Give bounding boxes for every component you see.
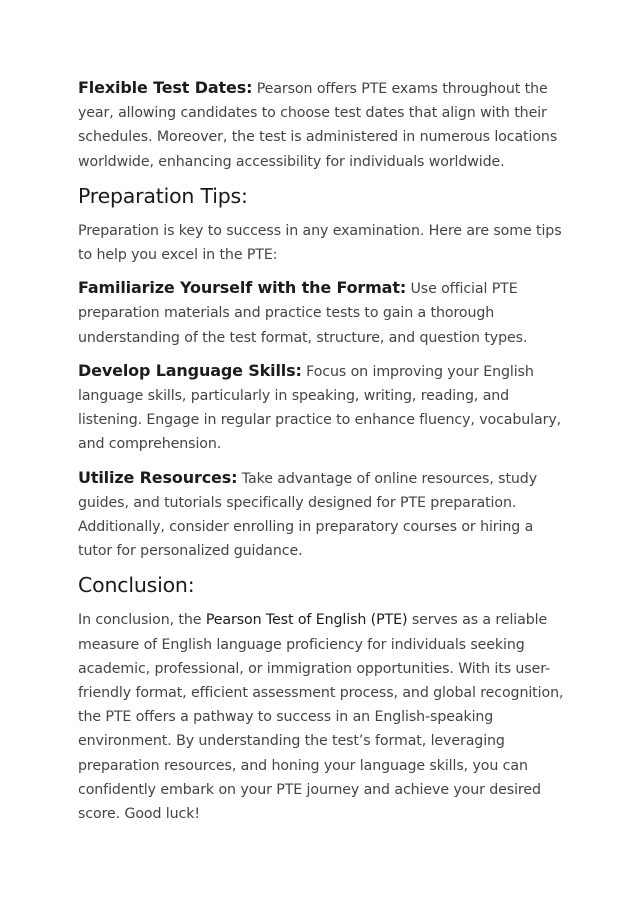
conclusion-text-end: serves as a reliable measure of English language proficiency for individuals seeking academic, professional, or immigration opportunities. With its user-friendly format, efficient assessment process, and global recognition, the PTE offers a pathway to success in an English-speaking environment. By understanding the test’s format, leveraging preparation resources, and honing your language skills, you can confidently embark on your PTE journey and achieve your desired score. Good luck! (78, 612, 564, 823)
flexible-test-dates-text: Pearson offers PTE exams throughout the year, allowing candidates to choose test dates that align with their schedules. Moreover, the test is administered in numerous locations worldwide, enhancing accessibility for individuals worldwide. (78, 81, 558, 170)
flexible-test-dates-lead: Flexible Test Dates: (78, 78, 253, 97)
document-page (78, 76, 564, 826)
conclusion-paragraph (78, 608, 564, 826)
conclusion-heading: Conclusion: (78, 573, 195, 598)
flexible-test-dates-paragraph (78, 76, 564, 174)
tip-language-skills-text: Focus on improving your English language skills, particularly in speaking, writing, reading, and listening. Engage in regular practice to enhance fluency, vocabulary, and comprehension. (78, 363, 562, 453)
tip-resources-text: Take advantage of online resources, study guides, and tutorials specifically designed for PTE preparation. Additionally, consider enrolling in preparatory courses or hiring a tutor for personalized guidance. (78, 470, 538, 560)
conclusion-text-start: In conclusion, the (78, 612, 206, 629)
preparation-intro: Preparation is key to success in any examination. Here are some tips to help you excel in the PTE: (78, 222, 562, 264)
pte-link[interactable]: Pearson Test of English (PTE) (205, 612, 408, 629)
tip-language-skills-lead: Develop Language Skills: (78, 360, 302, 380)
tip-language-skills-paragraph (78, 359, 564, 457)
tip-familiarize-text: Use official PTE preparation materials and practice tests to gain a thorough understanding of the test format, structure, and question types. (78, 281, 528, 346)
tip-familiarize-paragraph (78, 276, 564, 350)
preparation-tips-heading: Preparation Tips: (78, 183, 248, 208)
tip-resources-lead: Utilize Resources: (78, 467, 238, 487)
tip-familiarize-lead: Familiarize Yourself with the Format: (78, 278, 407, 298)
tip-resources-paragraph (78, 466, 564, 564)
